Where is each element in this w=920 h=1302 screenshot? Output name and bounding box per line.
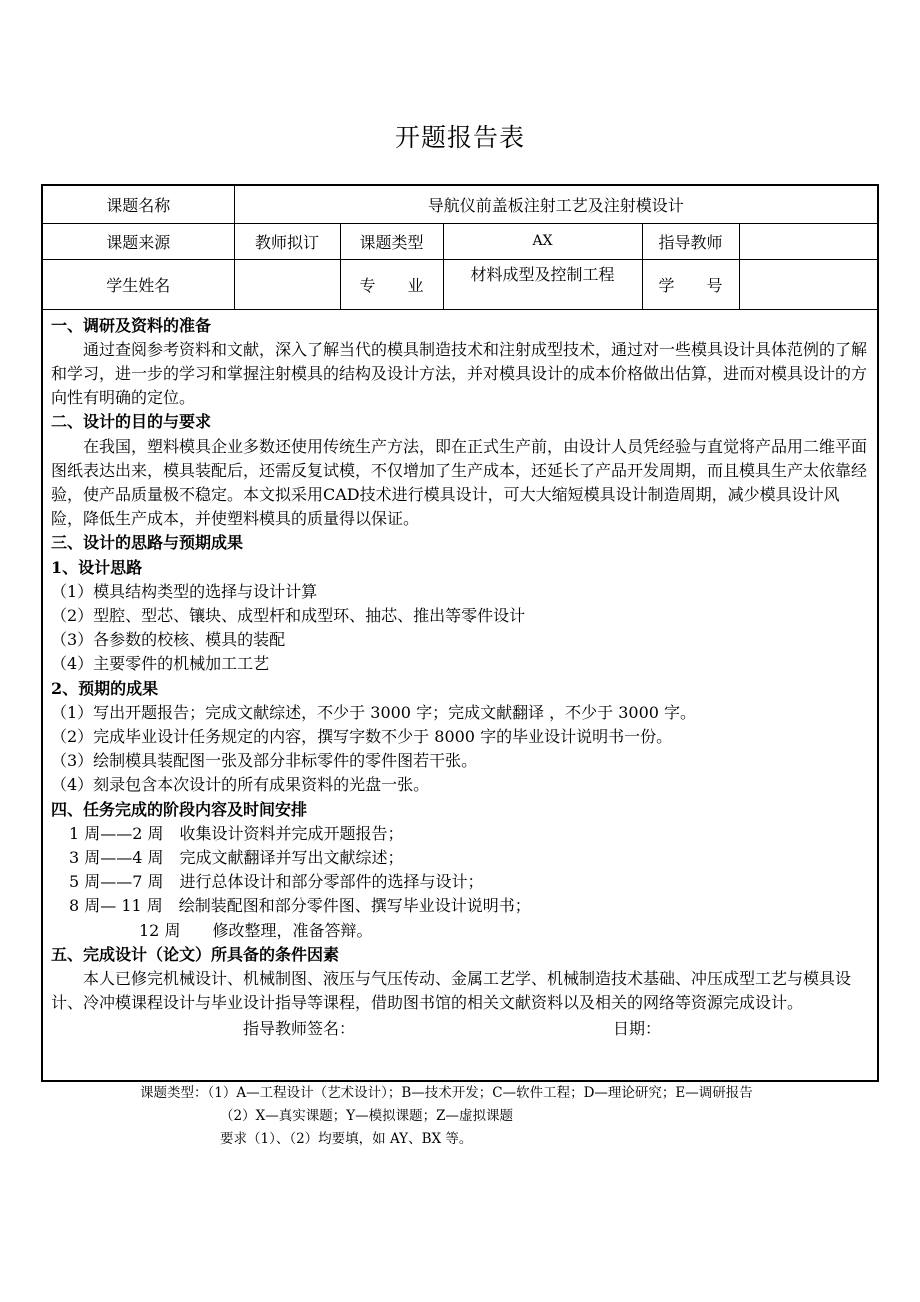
list-item: （2）型腔、型芯、镶块、成型杆和成型环、抽芯、推出等零件设计 xyxy=(51,605,526,625)
note-line-2: （2）X—真实课题；Y—模拟课题；Z—虚拟课题 xyxy=(220,1108,513,1124)
page-title: 开题报告表 xyxy=(394,123,525,152)
advisor-label: 指导教师 xyxy=(642,223,739,259)
section-2-heading: 二、设计的目的与要求 xyxy=(51,412,212,432)
topic-source-label: 课题来源 xyxy=(42,223,234,259)
section-2-paragraph: 在我国，塑料模具企业多数还使用传统生产方法，即在正式生产前，由设计人员凭经验与直觉将产品用二维平面图纸表达出来，模具装配后，还需反复试模，不仅增加了生产成本，还延长了产品开发周期，而且模具生产太依靠经验，使产品质量极不稳定。本文拟采用CAD技术进行模具设计，可大大缩短模具设计制造周期，减少模具设计风险，降低生产成本，并使塑料模具的质量得以保证。 xyxy=(51,436,868,529)
major-value: 材料成型及控制工程 xyxy=(443,259,642,309)
section-1-paragraph: 通过查阅参考资料和文献，深入了解当代的模具制造技术和注射成型技术，通过对一些模具设计具体范例的了解和学习，进一步的学习和掌握注射模具的结构及设计方法，并对模具设计的成本价格做出估算，进而对模具设计的方向性有明确的定位。 xyxy=(51,339,868,408)
schedule-item: 5 周——7 周 进行总体设计和部分零部件的选择与设计； xyxy=(69,872,484,892)
list-item: （3）绘制模具装配图一张及部分非标零件的零件图若干张。 xyxy=(51,751,478,771)
list-item: （3）各参数的校核、模具的装配 xyxy=(51,630,286,650)
list-item: （1）模具结构类型的选择与设计计算 xyxy=(51,581,318,601)
topic-type-value: AX xyxy=(443,223,642,259)
footnotes xyxy=(140,1082,790,1151)
date-label: 日期： xyxy=(613,1019,662,1039)
section-3-sub-1: 1、设计思路 xyxy=(51,557,143,577)
student-name-value xyxy=(234,259,340,309)
report-form-table xyxy=(41,184,879,1082)
list-item: （2）完成毕业设计任务规定的内容，撰写字数不少于 8000 字的毕业设计说明书一份。 xyxy=(51,726,673,746)
signature-row xyxy=(51,1017,869,1041)
section-3-sub-2: 2、预期的成果 xyxy=(51,678,159,698)
topic-name-label: 课题名称 xyxy=(42,185,234,223)
list-item: （4）主要零件的机械加工工艺 xyxy=(51,654,270,674)
section-4-heading: 四、任务完成的阶段内容及时间安排 xyxy=(51,799,308,819)
topic-type-label: 课题类型 xyxy=(340,223,443,259)
report-body xyxy=(42,309,878,1081)
schedule-item: 8 周— 11 周 绘制装配图和部分零件图、撰写毕业设计说明书； xyxy=(69,896,531,916)
list-item: （4）刻录包含本次设计的所有成果资料的光盘一张。 xyxy=(51,775,430,795)
schedule-item: 1 周——2 周 收集设计资料并完成开题报告； xyxy=(69,823,404,843)
student-id-label: 学 号 xyxy=(642,259,739,309)
schedule-item: 12 周 修改整理，准备答辩。 xyxy=(139,920,373,940)
section-5-heading: 五、完成设计（论文）所具备的条件因素 xyxy=(51,944,340,964)
advisor-signature-label: 指导教师签名： xyxy=(243,1019,356,1039)
list-item: （1）写出开题报告；完成文献综述，不少于 3000 字；完成文献翻译 ，不少于 3000 字。 xyxy=(51,702,697,722)
student-name-label: 学生姓名 xyxy=(42,259,234,309)
section-1-heading: 一、调研及资料的准备 xyxy=(51,315,212,335)
section-5-paragraph: 本人已修完机械设计、机械制图、液压与气压传动、金属工艺学、机械制造技术基础、冲压成型工艺与模具设计、冷冲模课程设计与毕业设计指导等课程，借助图书馆的相关文献资料以及相关的网络等资源完成设计。 xyxy=(51,968,852,1013)
major-label: 专 业 xyxy=(340,259,443,309)
note-line-1: 课题类型：（1）A—工程设计（艺术设计）；B—技术开发；C—软件工程；D—理论研究；E—调研报告 xyxy=(140,1085,753,1101)
schedule-item: 3 周——4 周 完成文献翻译并写出文献综述； xyxy=(69,847,404,867)
topic-name-value: 导航仪前盖板注射工艺及注射模设计 xyxy=(234,185,878,223)
section-3-heading: 三、设计的思路与预期成果 xyxy=(51,533,244,553)
note-line-3: 要求（1）、（2）均要填，如 AY、BX 等。 xyxy=(220,1131,473,1147)
student-id-value xyxy=(739,259,878,309)
advisor-value xyxy=(739,223,878,259)
topic-source-value: 教师拟订 xyxy=(234,223,340,259)
